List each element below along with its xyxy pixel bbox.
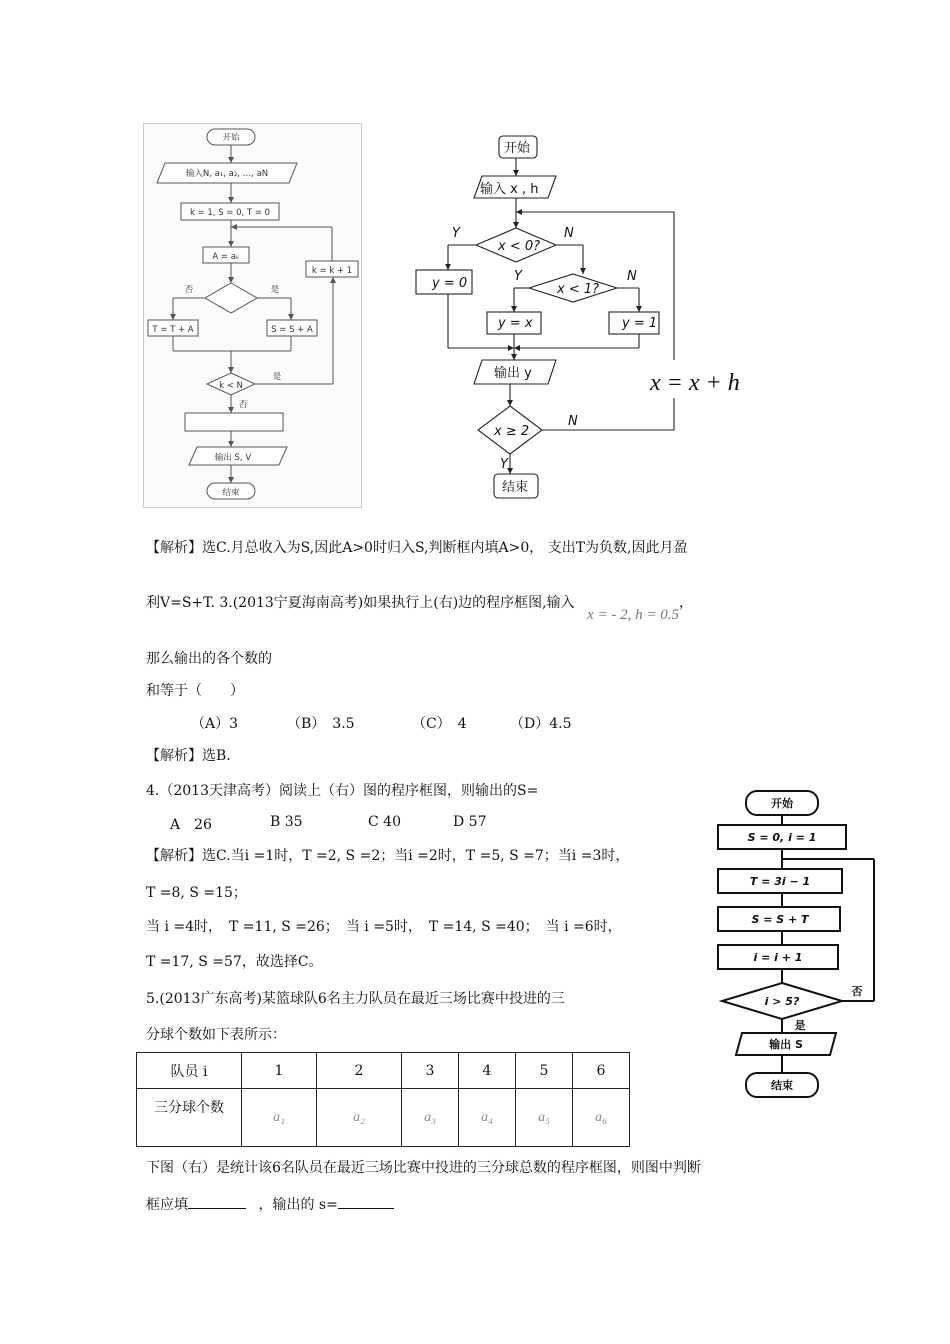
fig1-k-update-text: k = k + 1 bbox=[311, 266, 353, 276]
fig2-cond1-text: x < 0? bbox=[498, 239, 541, 254]
fig2-n2-label: N bbox=[627, 269, 637, 284]
table-cell: a₅ bbox=[516, 1089, 573, 1147]
fig1-assign-text: A = aₖ bbox=[212, 252, 240, 262]
problem-4-option-b: B 35 bbox=[270, 814, 303, 830]
answer-blank-1[interactable] bbox=[188, 1208, 246, 1209]
fig3-start-text: 开始 bbox=[771, 797, 793, 810]
problem-4-option-c: C 40 bbox=[368, 814, 401, 830]
fig3-output-text: 输出 S bbox=[769, 1038, 803, 1051]
analysis-4-line2: T =8, S =15； bbox=[146, 885, 247, 901]
fig2-start-text: 开始 bbox=[504, 141, 531, 156]
problem-3-option-d: （D）4.5 bbox=[510, 716, 572, 732]
table-cell: 1 bbox=[242, 1053, 317, 1089]
fig1-yes-label: 是 bbox=[270, 285, 280, 295]
fig3-end-text: 结束 bbox=[771, 1079, 793, 1092]
problem-5-line1: 5.(2013广东高考)某篮球队6名主力队员在最近三场比赛中投进的三 bbox=[146, 991, 565, 1007]
fig3-yes-label: 是 bbox=[794, 1019, 806, 1032]
fig3-init-text: S = 0, i = 1 bbox=[747, 831, 817, 844]
problem-3-option-c: （C） 4 bbox=[412, 716, 467, 732]
table-cell: 3 bbox=[402, 1053, 459, 1089]
table-row bbox=[137, 1089, 630, 1147]
table-row bbox=[137, 1053, 630, 1089]
three-point-table bbox=[136, 1052, 630, 1147]
problem-5-fill-label: 框应填 bbox=[146, 1197, 188, 1213]
table-cell: 6 bbox=[573, 1053, 630, 1089]
analysis-4-line3: 当 i =4时， T =11, S =26； 当 i =5时， T =14, S =40； 当 i =6时， bbox=[146, 919, 622, 935]
analysis-4-line4: T =17, S =57，故选择C。 bbox=[146, 954, 323, 970]
problem-5-output-label: ，输出的 s= bbox=[258, 1197, 338, 1213]
fig1-s-update-text: S = S + A bbox=[271, 325, 313, 335]
fig3-t-calc-text: T = 3i − 1 bbox=[749, 875, 811, 888]
fig2-end-text: 结束 bbox=[502, 480, 529, 495]
problem-3-line bbox=[146, 592, 693, 623]
problem-3-question: 和等于（ ） bbox=[146, 683, 244, 699]
problem-3-comma: ， bbox=[679, 595, 693, 611]
table-cell: a₁ bbox=[242, 1089, 317, 1147]
fig1-input-text: 输入N, a₁, a₂, …, aN bbox=[185, 169, 269, 179]
analysis-1: 【解析】选C.月总收入为S,因此A>0时归入S,判断框内填A>0， 支出T为负数,因此月盈 bbox=[146, 540, 688, 556]
table-cell: a₄ bbox=[459, 1089, 516, 1147]
fig1-end-text: 结束 bbox=[222, 488, 240, 498]
flowchart-sum-s bbox=[702, 783, 888, 1117]
problem-5-line3: 下图（右）是统计该6名队员在最近三场比赛中投进的三分球总数的程序框图，则图中判断 bbox=[146, 1160, 701, 1176]
fig1-no-label: 否 bbox=[184, 285, 194, 295]
fig3-i-calc-text: i = i + 1 bbox=[753, 951, 803, 964]
fig2-assign2-text: y = x bbox=[498, 316, 533, 331]
analysis-3: 【解析】选B. bbox=[146, 748, 231, 764]
problem-5-line4 bbox=[146, 1194, 394, 1214]
fig3-no-label: 否 bbox=[851, 985, 863, 998]
table-cell: 2 bbox=[317, 1053, 402, 1089]
fig2-cond3-text: x ≥ 2 bbox=[494, 424, 530, 439]
fig1-no2-label: 否 bbox=[238, 400, 248, 410]
fig2-assign1-text: y = 0 bbox=[432, 276, 468, 291]
flowchart-monthly-income bbox=[143, 123, 365, 508]
flowchart-piecewise bbox=[410, 130, 750, 502]
analysis-4-line1: 【解析】选C.当i =1时，T =2, S =2；当i =2时，T =5, S =7；当i =3时， bbox=[146, 848, 630, 864]
table-cell: a₆ bbox=[573, 1089, 630, 1147]
problem-3-text: 利V=S+T. 3.(2013宁夏海南高考)如果执行上(右)边的程序框图,输入 bbox=[146, 595, 575, 611]
fig2-output-text: 输出 y bbox=[494, 366, 532, 381]
fig2-n1-label: N bbox=[564, 226, 574, 241]
fig2-y1-label: Y bbox=[452, 226, 460, 241]
fig2-cond2-text: x < 1? bbox=[557, 282, 600, 297]
problem-4-option-a: A 26 bbox=[170, 817, 212, 833]
fig2-y3-label: Y bbox=[500, 457, 508, 472]
fig1-output-text: 输出 S, V bbox=[214, 453, 252, 463]
problem-3-option-b: （B） 3.5 bbox=[287, 716, 355, 732]
fig1-t-update-text: T = T + A bbox=[152, 325, 194, 335]
table-cell: 5 bbox=[516, 1053, 573, 1089]
table-cell: 队员 i bbox=[137, 1053, 242, 1089]
fig1-init-text: k = 1, S = 0, T = 0 bbox=[189, 208, 271, 218]
fig2-n3-label: N bbox=[568, 414, 578, 429]
fig1-start-text: 开始 bbox=[222, 133, 240, 143]
table-cell: a₂ bbox=[317, 1089, 402, 1147]
fig3-s-calc-text: S = S + T bbox=[751, 913, 809, 926]
problem-3-option-a: （A）3 bbox=[191, 716, 239, 732]
table-cell: 4 bbox=[459, 1053, 516, 1089]
problem-5-line2: 分球个数如下表所示： bbox=[146, 1027, 286, 1043]
fig2-y2-label: Y bbox=[514, 269, 522, 284]
answer-blank-2[interactable] bbox=[338, 1208, 394, 1209]
fig1-cond-text: k < N bbox=[219, 381, 243, 391]
fig1-yes2-label: 是 bbox=[272, 372, 282, 382]
problem-3-cont: 那么输出的各个数的 bbox=[146, 651, 272, 667]
fig2-input-text: 输入 x , h bbox=[480, 182, 539, 197]
fig2-update-text: x = x + h bbox=[650, 370, 740, 396]
problem-4: 4.（2013天津高考）阅读上（右）图的程序框图，则输出的S= bbox=[146, 783, 539, 799]
fig2-assign3-text: y = 1 bbox=[622, 316, 658, 331]
table-cell: 三分球个数 bbox=[137, 1089, 242, 1147]
fig3-cond-text: i > 5? bbox=[764, 995, 800, 1008]
problem-4-option-d: D 57 bbox=[453, 814, 487, 830]
problem-3-formula: x = - 2, h = 0.5 bbox=[587, 607, 679, 623]
table-cell: a₃ bbox=[402, 1089, 459, 1147]
